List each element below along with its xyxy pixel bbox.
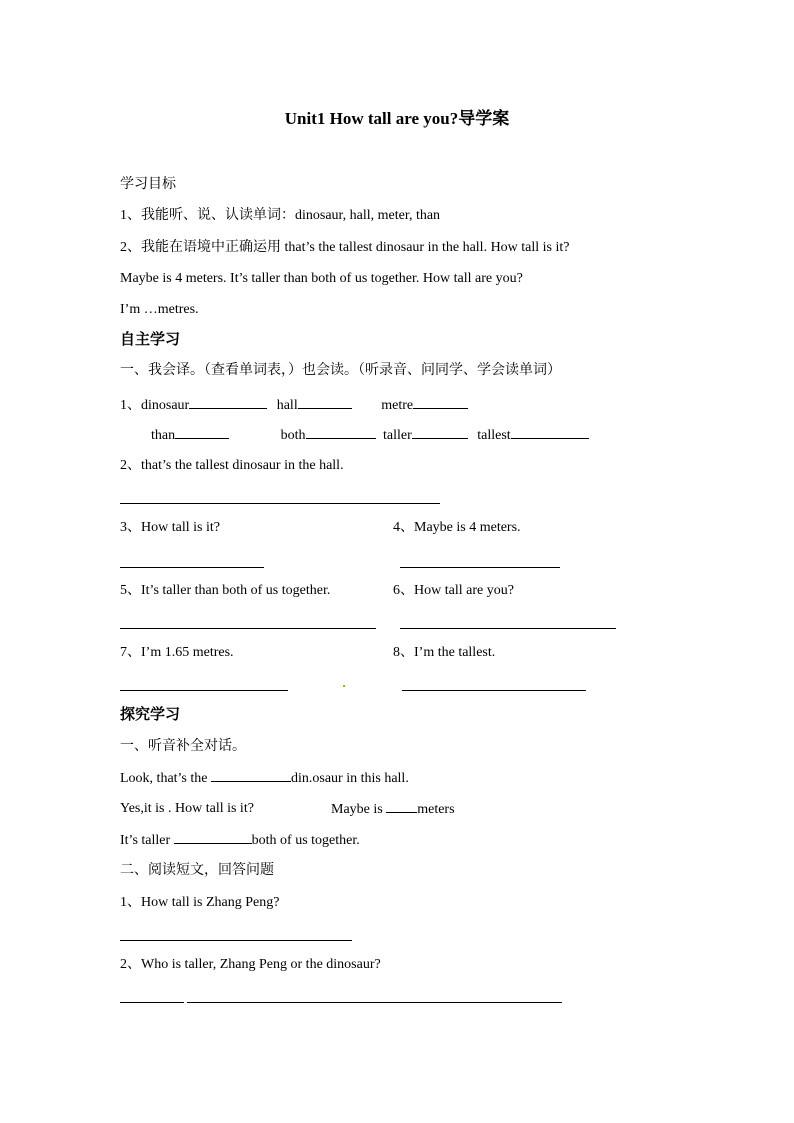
blank-both[interactable]: [306, 426, 376, 439]
dialogue-line-2b: [331, 800, 455, 819]
word-metre: metre: [381, 398, 414, 413]
word-taller: taller: [383, 428, 412, 443]
word-row-2: [151, 426, 589, 445]
blank-metre[interactable]: [413, 396, 468, 409]
dialogue-line-2a: Yes,it is . How tall is it?: [120, 801, 254, 816]
blank-than[interactable]: [175, 426, 229, 439]
question-4: 4、Maybe is 4 meters.: [393, 520, 521, 535]
question-2: 2、that’s the tallest dinosaur in the hall.: [120, 458, 344, 473]
answer-line-8[interactable]: [402, 690, 586, 691]
objectives-heading: 学习目标: [120, 177, 176, 192]
word-both: both: [280, 428, 306, 443]
word-row-1: [120, 396, 468, 415]
dialogue-2-suffix: meters: [417, 802, 455, 817]
page-title: Unit1 How tall are you?导学案: [284, 109, 510, 128]
dialogue-3-prefix: It’s taller: [120, 833, 174, 848]
reading-answer-line-1[interactable]: [120, 940, 352, 941]
dialogue-blank-2[interactable]: [386, 800, 417, 813]
dialogue-blank-3[interactable]: [174, 831, 252, 844]
answer-line-4[interactable]: [400, 567, 560, 568]
dialogue-blank-1[interactable]: [211, 769, 291, 782]
answer-line-2[interactable]: [120, 503, 440, 504]
explore-part2: 二、阅读短文，回答问题: [120, 863, 274, 878]
objective-2-line-1: 2、我能在语境中正确运用 that’s the tallest dinosaur in the hall. How tall is it?: [120, 240, 570, 255]
objective-2-line-3: I’m …metres.: [120, 302, 199, 317]
blank-dinosaur[interactable]: [189, 396, 267, 409]
reading-question-1: 1、How tall is Zhang Peng?: [120, 895, 280, 910]
reading-answer-line-2a[interactable]: [120, 1002, 184, 1003]
objective-1: 1、我能听、说、认读单词：dinosaur, hall, meter, than: [120, 208, 441, 223]
answer-line-7[interactable]: [120, 690, 288, 691]
reading-question-2: 2、Who is taller, Zhang Peng or the dinosaur?: [120, 957, 381, 972]
self-study-heading: 自主学习: [120, 332, 181, 348]
answer-line-6[interactable]: [400, 628, 616, 629]
dialogue-line-1: [120, 769, 409, 788]
question-6: 6、How tall are you?: [393, 583, 514, 598]
explore-heading: 探究学习: [120, 707, 181, 723]
reading-answer-line-2b[interactable]: [187, 1002, 562, 1003]
question-7: 7、I’m 1.65 metres.: [120, 645, 234, 660]
stray-dot: [343, 685, 345, 687]
self-study-part1: 一、我会译。（查看单词表，）也会读。（听录音、问同学、学会读单词）: [120, 363, 561, 378]
dialogue-2-prefix: Maybe is: [331, 802, 387, 817]
answer-line-3[interactable]: [120, 567, 264, 568]
word-tallest: tallest: [477, 428, 511, 443]
answer-line-5[interactable]: [120, 628, 376, 629]
explore-part1: 一、听音补全对话。: [120, 739, 246, 754]
question-3: 3、How tall is it?: [120, 520, 220, 535]
dialogue-3-suffix: both of us together.: [251, 833, 360, 848]
dialogue-1-suffix: din.osaur in this hall.: [291, 771, 409, 786]
question-8: 8、I’m the tallest.: [393, 645, 496, 660]
word-dinosaur: 1、dinosaur: [120, 398, 190, 413]
blank-hall[interactable]: [298, 396, 352, 409]
question-5: 5、It’s taller than both of us together.: [120, 583, 331, 598]
objective-2-line-2: Maybe is 4 meters. It’s taller than both of us together. How tall are you?: [120, 271, 523, 286]
blank-tallest[interactable]: [511, 426, 589, 439]
word-than: than: [151, 428, 176, 443]
blank-taller[interactable]: [412, 426, 468, 439]
word-hall: hall: [276, 398, 298, 413]
dialogue-line-3: [120, 831, 360, 850]
dialogue-1-prefix: Look, that’s the: [120, 771, 211, 786]
